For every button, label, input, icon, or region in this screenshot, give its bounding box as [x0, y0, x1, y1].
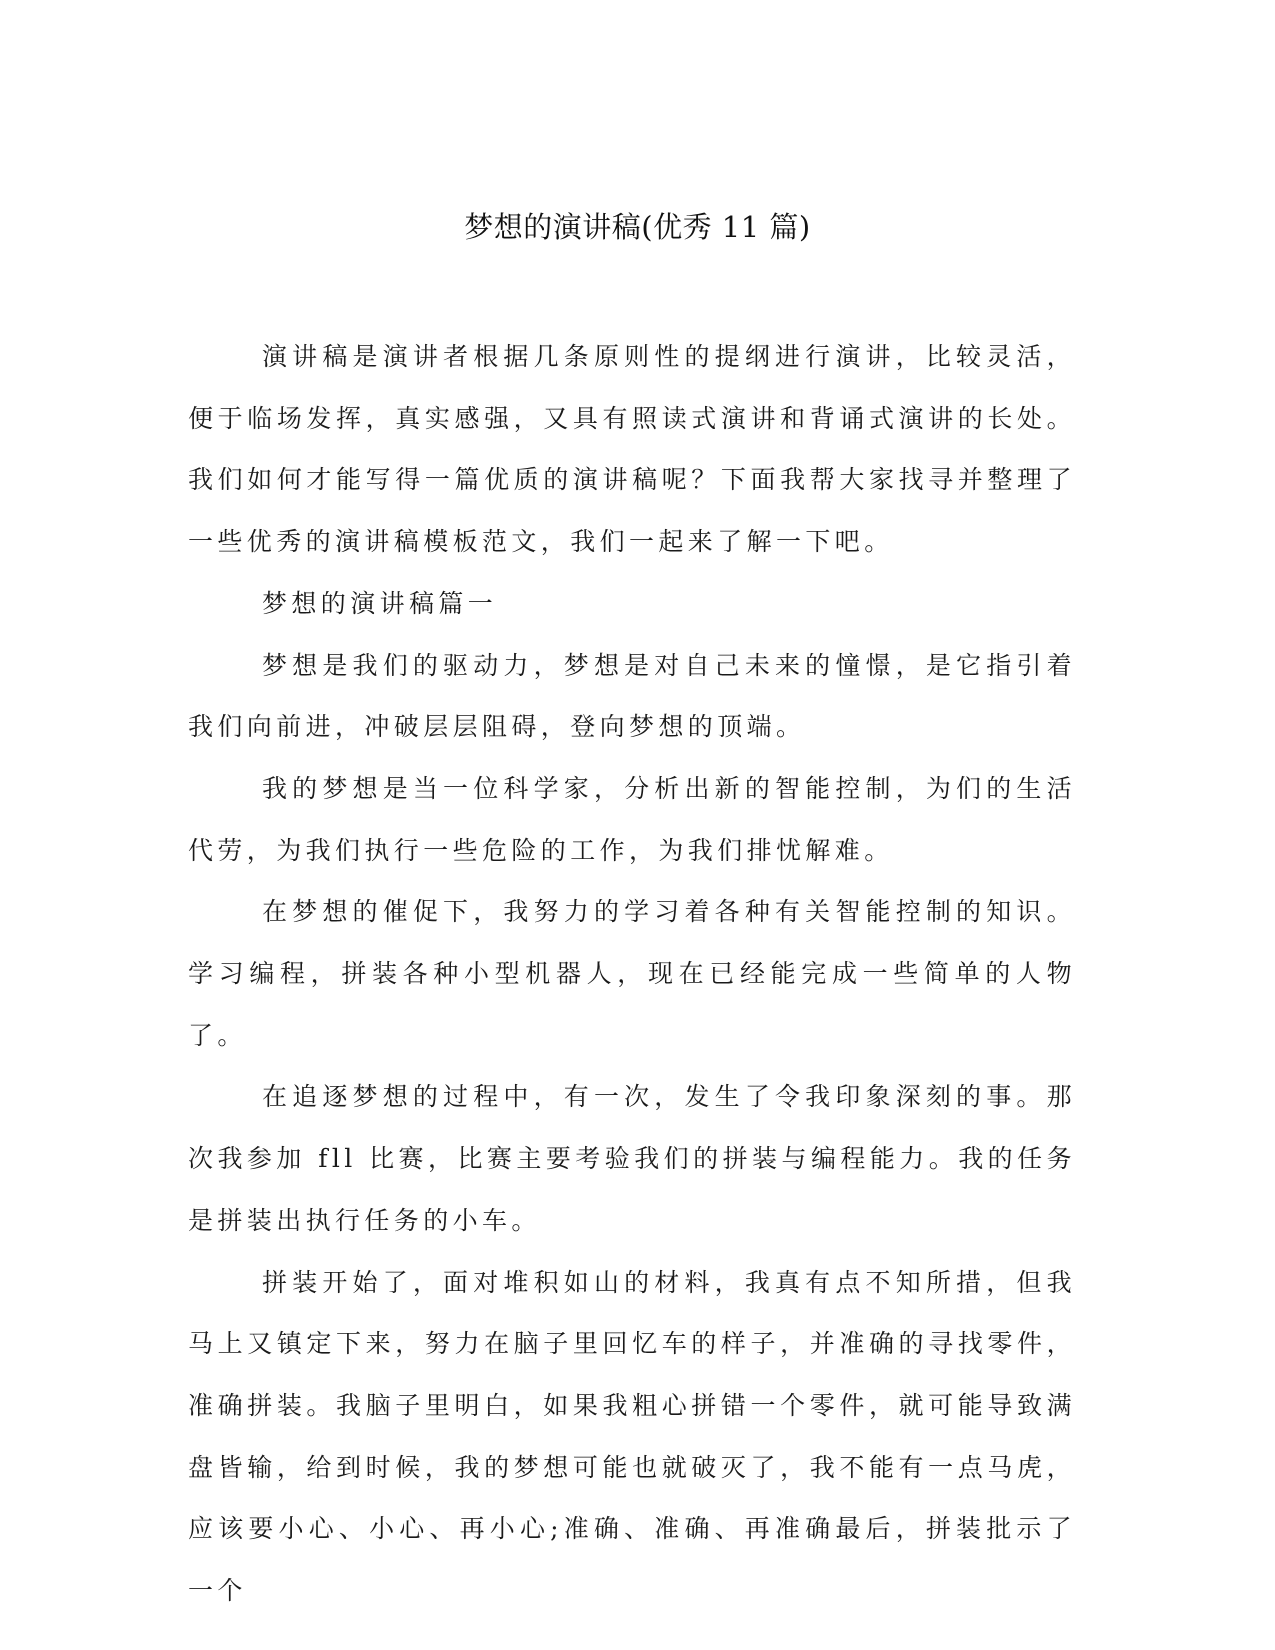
body-paragraph: 梦想是我们的驱动力，梦想是对自己未来的憧憬，是它指引着我们向前进，冲破层层阻碍，登向梦想的顶端。	[188, 650, 1076, 742]
body-paragraph: 我的梦想是当一位科学家，分析出新的智能控制，为们的生活代劳，为我们执行一些危险的工作，为我们排忧解难。	[188, 773, 1076, 865]
document-body	[188, 326, 1076, 1622]
section-heading: 梦想的演讲稿篇一	[262, 588, 498, 618]
body-paragraph: 在追逐梦想的过程中，有一次，发生了令我印象深刻的事。那次我参加 fll 比赛，比赛主要考验我们的拼装与编程能力。我的任务是拼装出执行任务的小车。	[188, 1082, 1076, 1235]
body-paragraph: 拼装开始了，面对堆积如山的材料，我真有点不知所措，但我马上又镇定下来，努力在脑子里回忆车的样子，并准确的寻找零件，准确拼装。我脑子里明白，如果我粗心拼错一个零件，就可能导致满盘皆输，给到时候，我的梦想可能也就破灭了，我不能有一点马虎，应该要小心、小心、再小心;准确、准确、再准确最后，拼装批示了一个	[188, 1267, 1076, 1606]
document-title: 梦想的演讲稿(优秀 11 篇)	[464, 210, 811, 244]
intro-paragraph: 演讲稿是演讲者根据几条原则性的提纲进行演讲，比较灵活，便于临场发挥，真实感强，又具有照读式演讲和背诵式演讲的长处。我们如何才能写得一篇优质的演讲稿呢？下面我帮大家找寻并整理了一些优秀的演讲稿模板范文，我们一起来了解一下吧。	[188, 342, 1076, 557]
body-paragraph: 在梦想的催促下，我努力的学习着各种有关智能控制的知识。学习编程，拼装各种小型机器人，现在已经能完成一些简单的人物了。	[188, 897, 1076, 1050]
